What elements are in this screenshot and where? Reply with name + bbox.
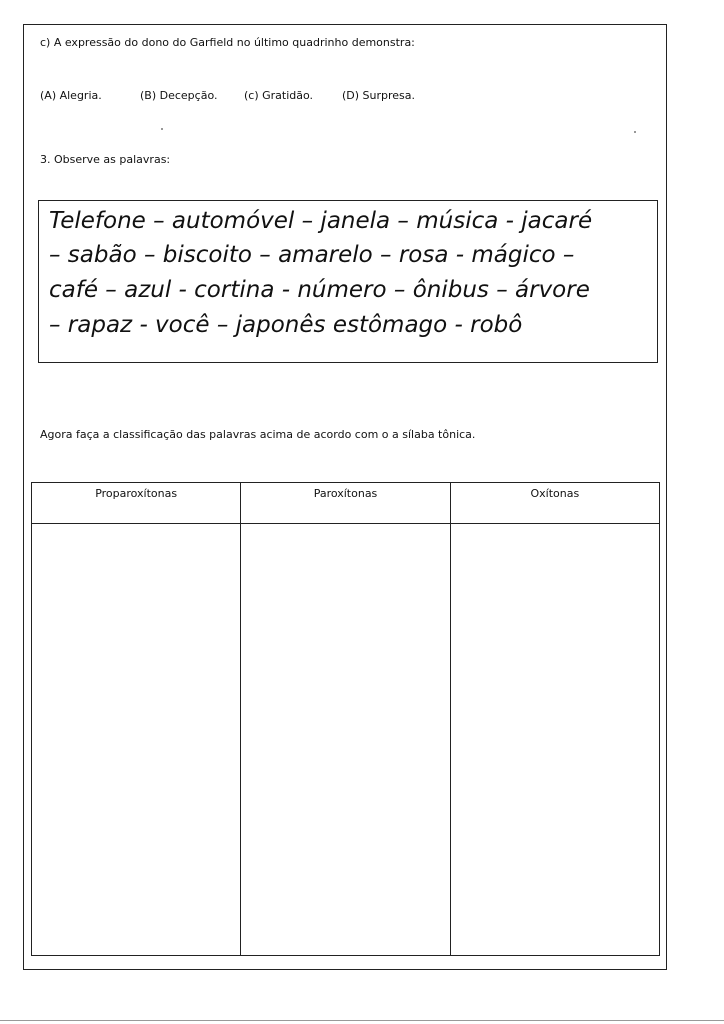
option-c: (c) Gratidão. <box>244 89 314 102</box>
word-line: café – azul - cortina - número – ônibus – árvore <box>49 277 590 303</box>
scan-bottom-edge <box>0 1020 724 1021</box>
header-paroxitonas: Paroxítonas <box>241 483 450 524</box>
word-line: – rapaz - você – japonês estômago - robô <box>49 312 523 338</box>
header-proparoxitonas: Proparoxítonas <box>32 483 241 524</box>
answer-cell-paroxitonas[interactable] <box>241 524 450 956</box>
word-box <box>38 200 658 363</box>
word-line: Telefone – automóvel – janela – música - jacaré <box>49 208 593 234</box>
question-3-prompt: 3. Observe as palavras: <box>40 153 171 166</box>
classification-instruction: Agora faça a classificação das palavras acima de acordo com o a sílaba tônica. <box>40 428 476 441</box>
scan-speck <box>634 131 636 133</box>
table-header-row <box>32 483 660 524</box>
option-a: (A) Alegria. <box>40 89 102 102</box>
header-oxitonas: Oxítonas <box>450 483 659 524</box>
option-b: (B) Decepção. <box>140 89 218 102</box>
classification-table <box>31 482 660 956</box>
scan-speck <box>161 128 163 130</box>
question-c-prompt: c) A expressão do dono do Garfield no último quadrinho demonstra: <box>40 36 415 49</box>
word-line: – sabão – biscoito – amarelo – rosa - mágico – <box>49 242 575 268</box>
answer-cell-oxitonas[interactable] <box>450 524 659 956</box>
option-d: (D) Surpresa. <box>342 89 416 102</box>
table-answer-row <box>32 524 660 956</box>
answer-cell-proparoxitonas[interactable] <box>32 524 241 956</box>
